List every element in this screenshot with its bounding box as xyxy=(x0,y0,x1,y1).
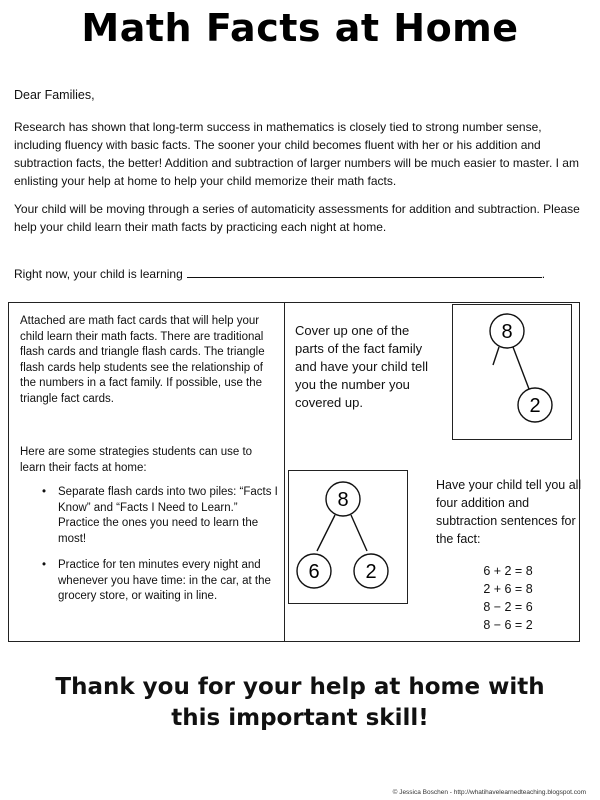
learning-blank[interactable] xyxy=(187,265,542,278)
right-number: 2 xyxy=(365,561,377,583)
thanks-line-1: Thank you for your help at home with xyxy=(55,674,545,700)
equation: 2 + 6 = 8 xyxy=(483,582,533,596)
intro-paragraph: Research has shown that long-term success in mathematics is closely tied to strong number sense, including fluency with basic facts. The sooner your child becomes fluent with her or his addition and subtraction facts, the better! Addition and subtraction of larger numbers will be much easier to master. I am enlisting your help at home to help your child memorize their math facts. xyxy=(14,120,579,188)
triangle-card-full xyxy=(288,470,408,604)
learning-line xyxy=(14,265,574,281)
triangle-cover-diagram xyxy=(453,305,571,439)
top-number: 8 xyxy=(501,321,513,343)
assessment-paragraph: Your child will be moving through a series of automaticity assessments for addition and subtraction. Please help your child learn their math facts by practicing each night at home. xyxy=(14,202,580,234)
thank-you-message xyxy=(0,672,600,734)
learning-prompt: Right now, your child is learning xyxy=(14,267,183,281)
list-item: • Separate flash cards into two piles: “Facts I Know” and “Facts I Need to Learn.” Practice the ones you need to learn the most! xyxy=(42,485,282,547)
strategy-list xyxy=(42,485,282,616)
left-number: 6 xyxy=(308,561,320,583)
top-number: 8 xyxy=(337,489,349,511)
fact-family-instructions: Have your child tell you all four addition and subtraction sentences for the fact: xyxy=(436,478,582,546)
page-title: Math Facts at Home xyxy=(81,6,519,50)
triangle-card-cover xyxy=(452,304,572,440)
right-number: 2 xyxy=(529,395,541,417)
equation: 8 − 2 = 6 xyxy=(483,600,533,614)
strategies-intro: Here are some strategies students can use to learn their facts at home: xyxy=(20,446,253,474)
list-item: • Practice for ten minutes every night and whenever you have time: in the car, at the grocery store, or waiting in line. xyxy=(42,558,282,605)
fact-cards-text: Attached are math fact cards that will help your child learn their math facts. There are traditional flash cards and triangle flash cards. The triangle flash cards help students see the relationship of the numbers in a fact family. If possible, use the triangle fact cards. xyxy=(20,315,265,405)
thanks-line-2: this important skill! xyxy=(171,705,429,731)
equation-list xyxy=(468,562,548,634)
column-divider xyxy=(284,302,285,642)
triangle-full-diagram xyxy=(289,471,407,603)
copyright-footer: © Jessica Boschen - http://whatihavelearnedteaching.blogspot.com xyxy=(392,789,586,796)
learning-period: . xyxy=(541,267,546,281)
cover-instructions: Cover up one of the parts of the fact family and have your child tell you the number you covered up. xyxy=(295,323,428,410)
equation: 6 + 2 = 8 xyxy=(483,564,533,578)
equation: 8 − 6 = 2 xyxy=(483,618,533,632)
greeting: Dear Families, xyxy=(14,88,95,102)
